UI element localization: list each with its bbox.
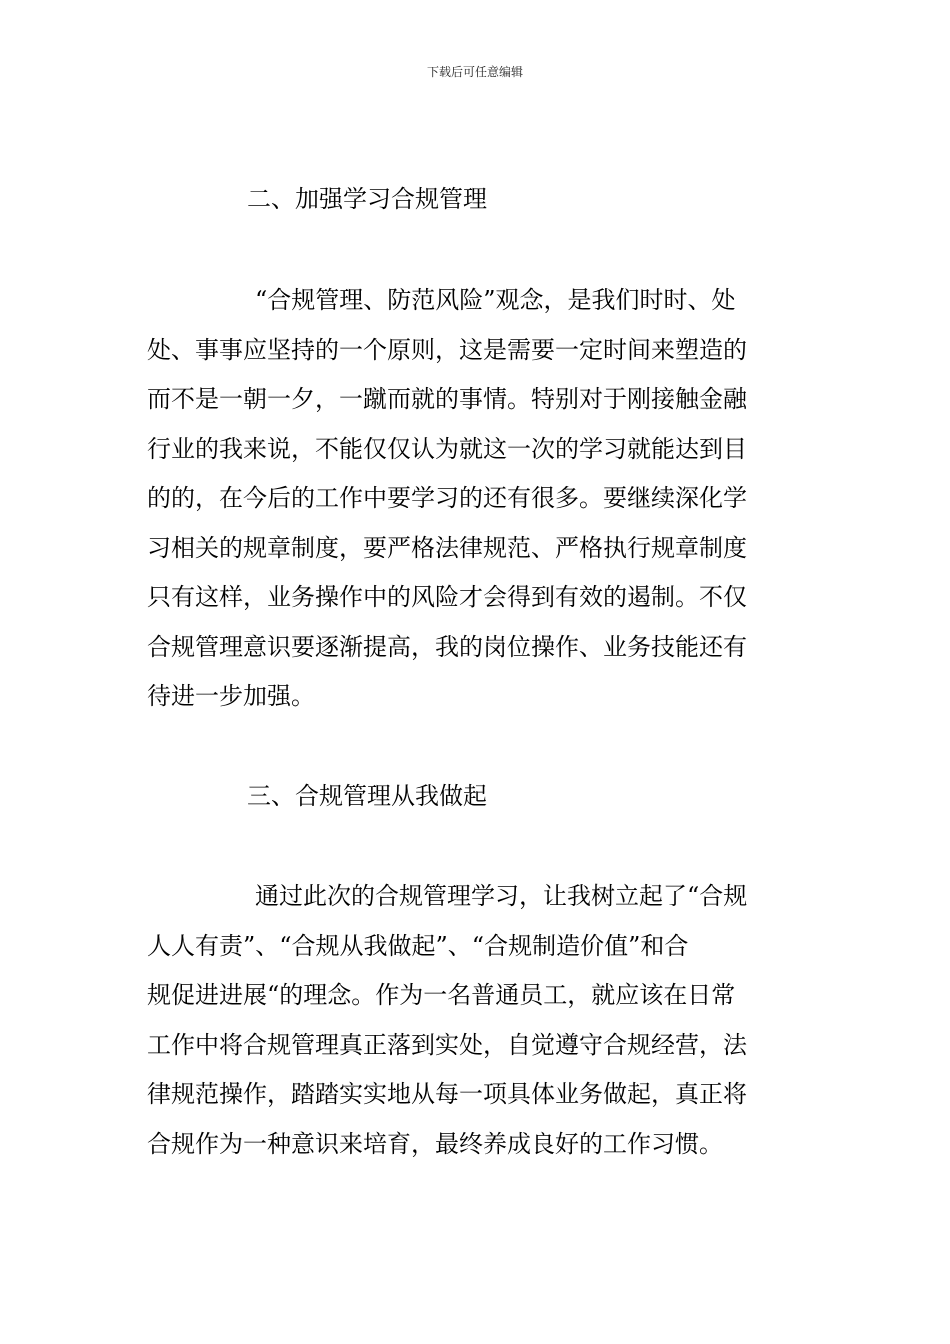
section-heading-2: 二、加强学习合规管理 [247, 185, 487, 213]
paragraph-line: 合规作为一种意识来培育，最终养成良好的工作习惯。 [147, 1129, 723, 1158]
paragraph-line: 律规范操作，踏踏实实地从每一项具体业务做起，真正将 [147, 1080, 747, 1108]
paragraph-line: 处、事事应坚持的一个原则，这是需要一定时间来塑造的 [147, 335, 747, 364]
paragraph-line: 合规管理意识要逐渐提高，我的岗位操作、业务技能还有 [147, 632, 747, 661]
paragraph-line: “合规管理、防范风险”观念，是我们时时、处 [255, 286, 736, 314]
section-3-paragraph [147, 872, 815, 1169]
header-note: 下载后可任意编辑 [426, 65, 523, 79]
paragraph-line: 只有这样，业务操作中的风险才会得到有效的遏制。不仅 [147, 583, 747, 611]
section-2-paragraph [147, 276, 815, 722]
paragraph-line: 待进一步加强。 [147, 682, 315, 710]
paragraph-line: 的的，在今后的工作中要学习的还有很多。要继续深化学 [147, 484, 747, 512]
paragraph-line: 工作中将合规管理真正落到实处，自觉遵守合规经营，法 [147, 1030, 747, 1059]
section-heading-3: 三、合规管理从我做起 [247, 782, 487, 810]
paragraph-line: 通过此次的合规管理学习，让我树立起了“合规 [255, 882, 748, 910]
paragraph-line: 而不是一朝一夕，一蹴而就的事情。特别对于刚接触金融 [147, 385, 747, 413]
paragraph-line: 习相关的规章制度，要严格法律规范、严格执行规章制度 [147, 533, 747, 562]
paragraph-line: 规促进进展“的理念。作为一名普通员工，就应该在日常 [147, 981, 736, 1009]
paragraph-line: 行业的我来说，不能仅仅认为就这一次的学习就能达到目 [147, 434, 747, 463]
paragraph-line: 人人有责”、“合规从我做起”、“合规制造价值”和合 [147, 931, 689, 960]
